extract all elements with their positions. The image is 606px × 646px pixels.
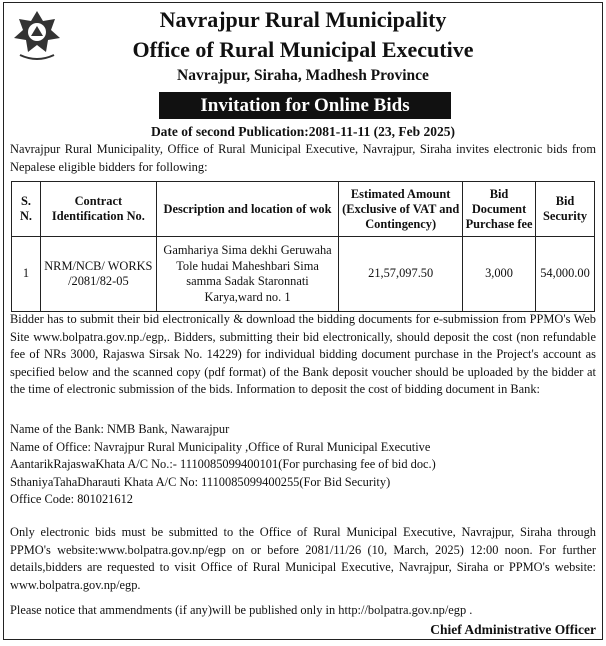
publication-date: Date of second Publication:2081-11-11 (23, Feb 2025) — [150, 124, 456, 139]
cell-purchase-fee: 3,000 — [463, 237, 536, 312]
address-line: Navrajpur, Siraha, Madhesh Province — [177, 67, 429, 84]
bids-table — [11, 181, 595, 312]
signature-title: Chief Administrative Officer — [430, 622, 596, 637]
table-header-row — [12, 182, 595, 237]
office-title: Office of Rural Municipal Executive — [132, 37, 474, 62]
table-row — [12, 237, 595, 312]
office-code: Office Code: 801021612 — [10, 492, 133, 507]
bank-name: Name of the Bank: NMB Bank, Nawarajpur — [10, 422, 230, 436]
header-description: Description and location of wok — [156, 182, 339, 237]
notice-banner: Invitation for Online Bids — [159, 92, 451, 119]
security-account: SthaniyaTahaDharauti Khata A/C No: 1110085099400255(For Bid Security) — [10, 474, 391, 489]
cell-bid-security: 54,000.00 — [535, 237, 594, 312]
amendment-notice: Please notice that ammendments (if any)will be published only in http://bolpatra.gov.np/egp . — [10, 603, 473, 617]
intro-paragraph: Navrajpur Rural Municipality, Office of Rural Municipal Executive, Navrajpur, Siraha invites electronic bids from Nepalese eligible bidders for following: — [10, 142, 596, 174]
revenue-account: AantarikRajaswaKhata A/C No.:- 1110085099400101(For purchasing fee of bid doc.) — [10, 457, 436, 472]
header-estimated-amount: Estimated Amount (Exclusive of VAT and Contingency) — [339, 182, 463, 237]
header-contract-id: Contract Identification No. — [40, 182, 156, 237]
header-sn: S. N. — [12, 182, 41, 237]
municipality-title: Navrajpur Rural Municipality — [159, 7, 447, 32]
header-bid-security: Bid Security — [535, 182, 594, 237]
deadline-paragraph: Only electronic bids must be submitted to the Office of Rural Municipal Executive, Navrajpur, Siraha through PPMO's website:www.bolpatra.gov.np/egp on or before 2081/11/26 (10, March, 2025) 12:00 noon. For further details,bidders are requested to visit Office of Rural Municipal Executive, Navrajpur, Siraha or PPMO's website: www.bolpatra.gov.np/egp. — [10, 525, 596, 592]
cell-contract-id: NRM/NCB/ WORKS /2081/82-05 — [40, 237, 156, 312]
cell-sn: 1 — [12, 237, 41, 312]
cell-description: Gamhariya Sima dekhi Geruwaha Tole hudai Maheshbari Sima samma Sadak Staronnati Karya,ward no. 1 — [156, 237, 339, 312]
office-name: Name of Office: Navrajpur Rural Municipality ,Office of Rural Municipal Executive — [10, 439, 431, 454]
cell-estimated-amount: 21,57,097.50 — [339, 237, 463, 312]
notice-page — [3, 2, 603, 640]
header-purchase-fee: Bid Document Purchase fee — [463, 182, 536, 237]
submission-instructions: Bidder has to submit their bid electronically & download the bidding documents for e-submission from PPMO's Web Site www.bolpatra.gov.np./egp,. Bidders, submitting their bid electronically, should deposit the cost (non refundable fee of NRs 3000, Rajaswa Sirsak No. 14229) for individual bidding document purchase in the Project's account as specified below and the scanned copy (pdf format) of the Bank deposit voucher should be uploaded by the bidder at the time of electronic submission of the bids. Information to deposit the cost of bidding document in Bank: — [10, 312, 596, 397]
bank-info-list — [10, 421, 596, 509]
